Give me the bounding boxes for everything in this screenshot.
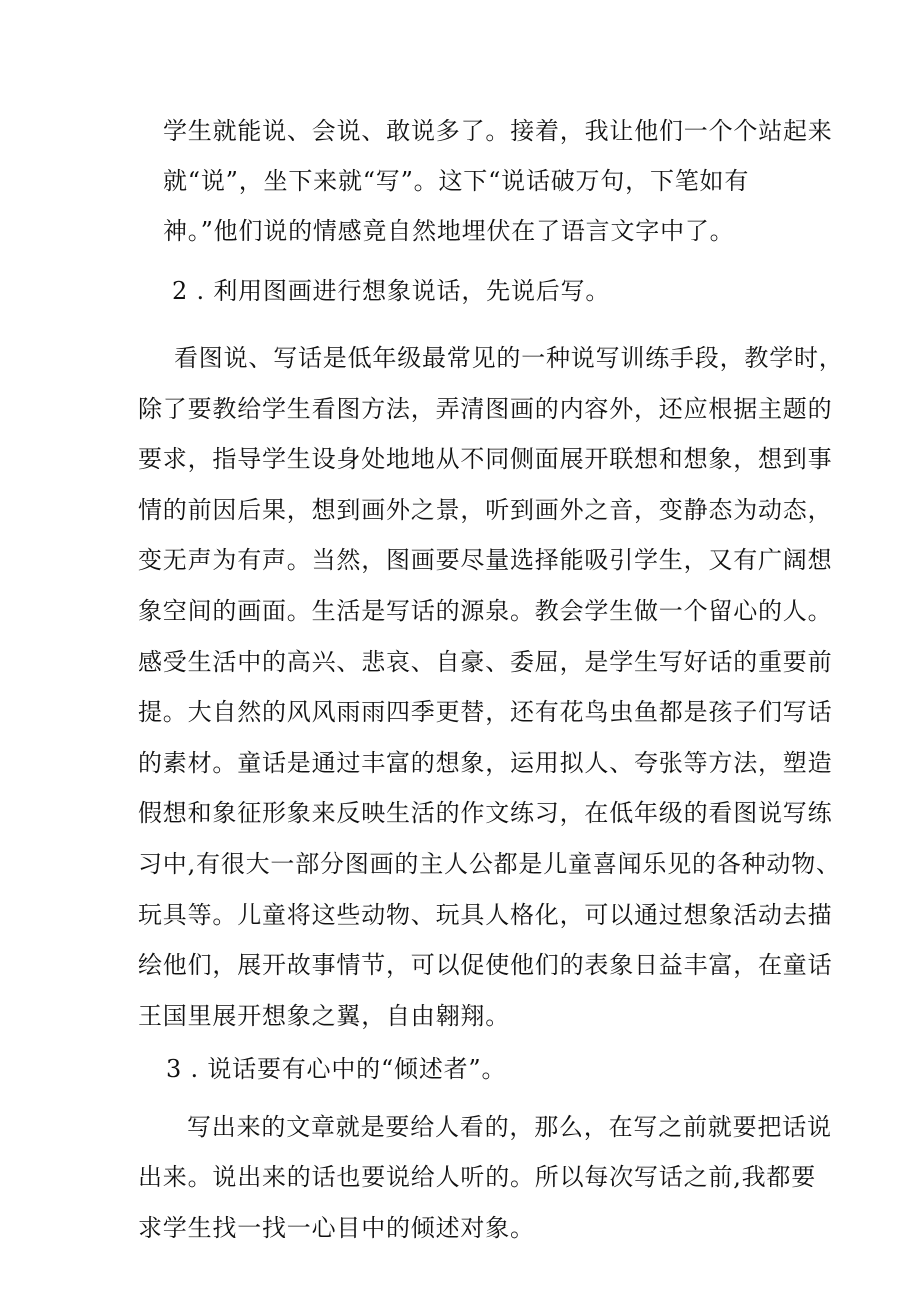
paragraph-line: 感受生活中的高兴、悲哀、自豪、委屈，是学生写好话的重要前: [138, 648, 833, 676]
paragraph-line: 学生就能说、会说、敢说多了。接着，我让他们一个个站起来: [163, 117, 833, 145]
section-heading: 3 . 说话要有心中的“倾述者”。: [166, 1055, 507, 1083]
paragraph-line: 情的前因后果，想到画外之景，听到画外之音，变静态为动态，: [138, 496, 833, 524]
paragraph-line: 假想和象征形象来反映生活的作文练习，在低年级的看图说写练: [138, 799, 833, 827]
paragraph-line: 象空间的画面。生活是写话的源泉。教会学生做一个留心的人。: [138, 597, 833, 625]
paragraph-line: 神。”他们说的情感竟自然地埋伏在了语言文字中了。: [163, 217, 735, 245]
paragraph-line: 的素材。童话是通过丰富的想象，运用拟人、夸张等方法，塑造: [138, 749, 833, 777]
paragraph-line: 求学生找一找一心目中的倾述对象。: [138, 1214, 535, 1242]
paragraph-line: 就“说”，坐下来就“写”。这下“说话破万句，下笔如有: [163, 167, 750, 195]
section-heading: 2 . 利用图画进行想象说话，先说后写。: [172, 277, 611, 305]
paragraph-line: 出来。说出来的话也要说给人听的。所以每次写话之前,我都要: [138, 1163, 817, 1191]
paragraph-line: 变无声为有声。当然，图画要尽量选择能吸引学生，又有广阔想: [138, 546, 833, 574]
paragraph-line: 除了要教给学生看图方法，弄清图画的内容外，还应根据主题的: [138, 395, 833, 423]
paragraph-line: 绘他们，展开故事情节，可以促使他们的表象日益丰富，在童话: [138, 951, 833, 979]
paragraph-line: 习中,有很大一部分图画的主人公都是儿童喜闻乐见的各种动物、: [138, 850, 841, 878]
paragraph-line: 要求，指导学生设身处地地从不同侧面展开联想和想象，想到事: [138, 445, 833, 473]
paragraph-line: 看图说、写话是低年级最常见的一种说写训练手段，教学时，: [174, 344, 844, 372]
paragraph-line: 王国里展开想象之翼，自由翱翔。: [138, 1002, 510, 1030]
paragraph-line: 写出来的文章就是要给人看的，那么，在写之前就要把话说: [187, 1113, 832, 1141]
paragraph-line: 提。大自然的风风雨雨四季更替，还有花鸟虫鱼都是孩子们写话: [138, 698, 833, 726]
paragraph-line: 玩具等。儿童将这些动物、玩具人格化，可以通过想象活动去描: [138, 901, 833, 929]
